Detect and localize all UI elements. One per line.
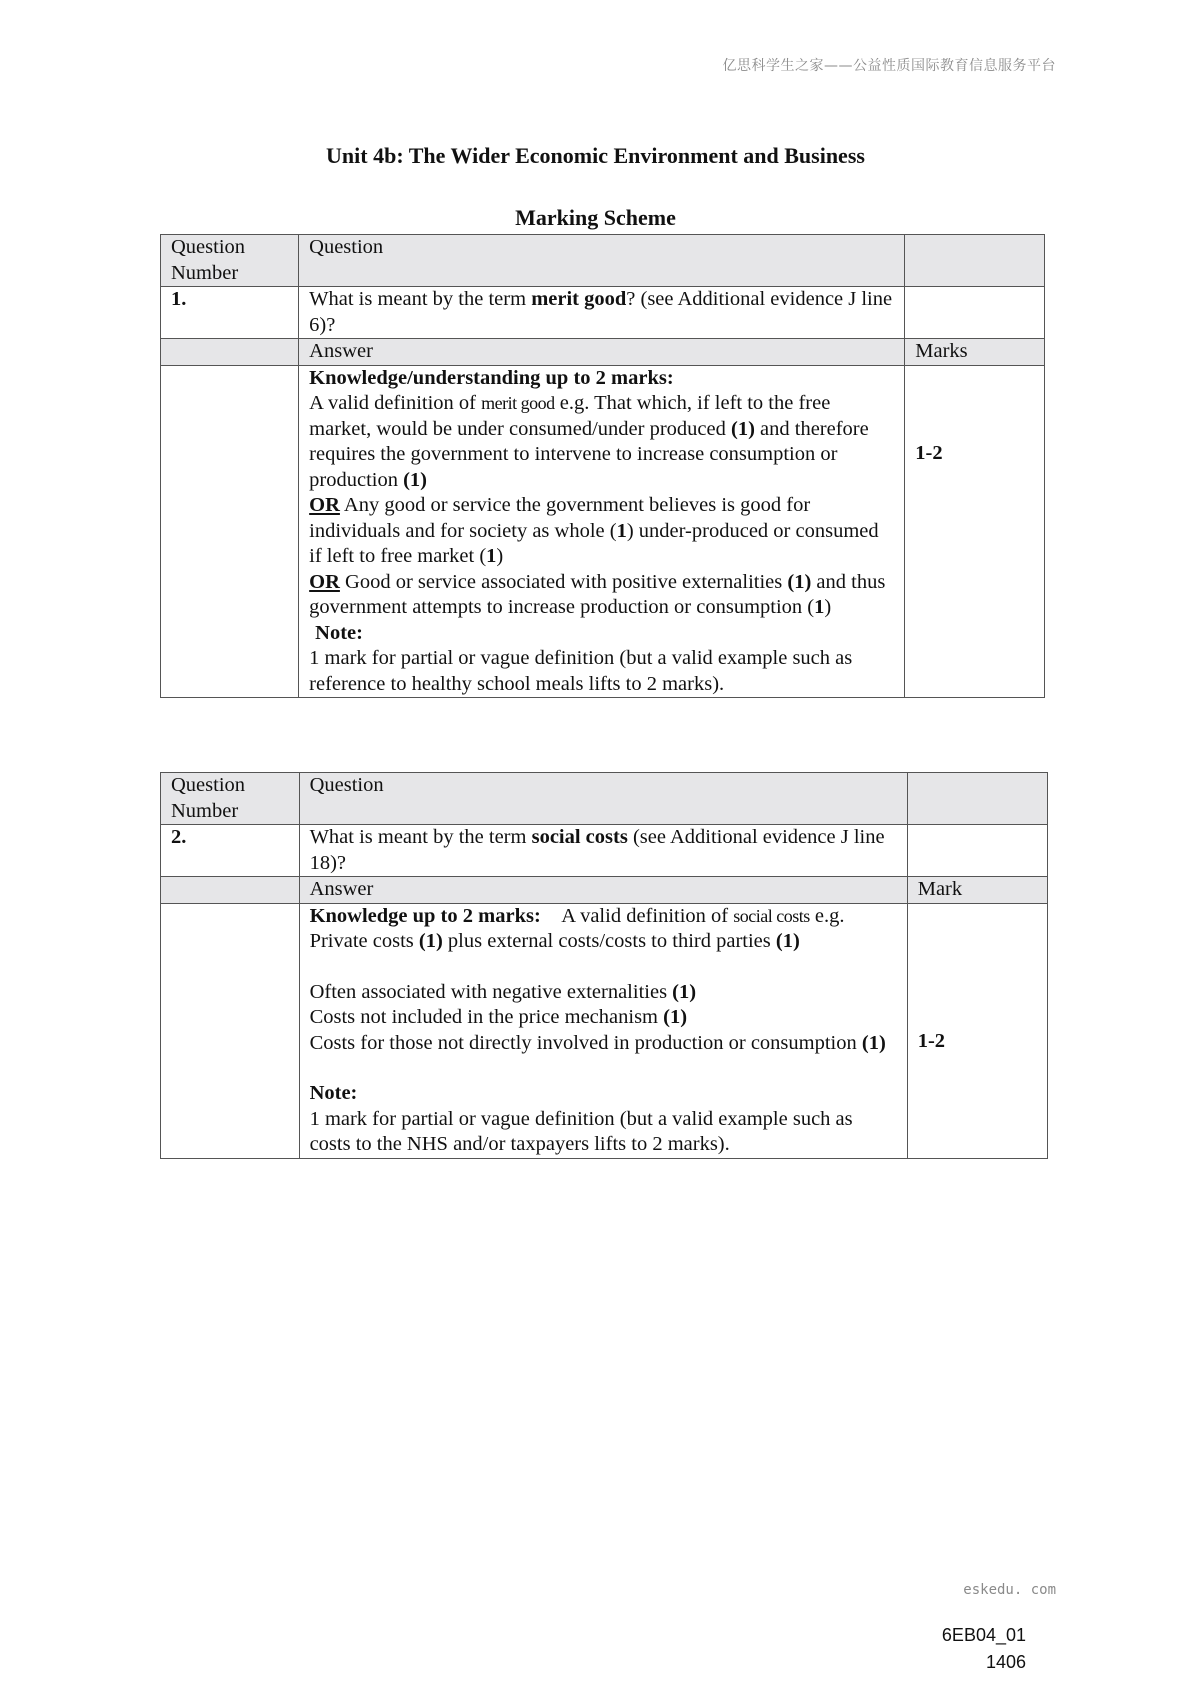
question-2-table [160, 772, 1048, 1159]
answer-content [299, 903, 907, 1158]
question-marks-blank [905, 287, 1045, 339]
answer-row [161, 903, 1048, 1158]
answer-line-4: Costs for those not directly involved in production or consumption (1) [309, 1031, 886, 1054]
spacer [310, 1056, 897, 1081]
note-label: Note: [315, 621, 363, 644]
header-blank [905, 235, 1045, 287]
document-title: Unit 4b: The Wider Economic Environment and Business [326, 143, 865, 168]
answer-label: Answer [299, 877, 907, 904]
marks-label: Marks [905, 339, 1045, 366]
page-number: 1406 [985, 1652, 1026, 1672]
question-row [161, 825, 1048, 877]
document-subtitle: Marking Scheme [515, 205, 676, 230]
header-question-number: Question Number [161, 773, 300, 825]
answer-heading: Knowledge/understanding up to 2 marks: [309, 366, 674, 389]
marks-value: 1-2 [907, 903, 1047, 1158]
question-text [299, 287, 905, 339]
question-text-pre: What is meant by the term [309, 826, 532, 848]
note-text: 1 mark for partial or vague definition (but a valid example such as reference to healthy school meals lifts to 2 marks). [309, 647, 853, 695]
answer-paragraph-3: OR Good or service associated with positive externalities (1) and thus government attempts to increase production or consumption (1) [309, 570, 886, 618]
header-blank [907, 773, 1047, 825]
question-1-table [160, 234, 1045, 698]
question-number: 2. [161, 825, 300, 877]
answer-paragraph-1: A valid definition of merit good e.g. That which, if left to the free market, would be under consumed/under produced (1) and therefore requires the government to intervene to increase consumption or production (1) [309, 392, 869, 491]
note-text: 1 mark for partial or vague definition (but a valid example such as costs to the NHS and/or taxpayers lifts to 2 marks). [309, 1107, 853, 1155]
header-question-number: Question Number [161, 235, 299, 287]
question-term: merit good [531, 288, 627, 310]
watermark-top: 亿思科学生之家——公益性质国际教育信息服务平台 [722, 58, 1056, 74]
marks-value: 1-2 [905, 365, 1045, 698]
header-question: Question [299, 773, 907, 825]
answer-row [161, 365, 1045, 698]
watermark-bottom: eskedu. com [963, 1582, 1056, 1598]
answer-blank [161, 903, 300, 1158]
document-code: 6EB04_01 [941, 1625, 1026, 1645]
answer-header-blank [161, 877, 300, 904]
question-text-post: (see Additional evidence J line 18)? [309, 826, 885, 874]
spacer [310, 955, 897, 980]
question-text-pre: What is meant by the term [309, 288, 532, 310]
answer-content [299, 365, 905, 698]
answer-line-3: Costs not included in the price mechanism (1) [309, 1006, 688, 1028]
answer-line-2: Often associated with negative externalities (1) [309, 980, 697, 1003]
marks-label: Mark [907, 877, 1047, 904]
note-label: Note: [309, 1082, 358, 1104]
answer-header-blank [161, 339, 299, 366]
question-text [299, 825, 907, 877]
answer-line-1: Private costs (1) plus external costs/costs to third parties (1) [309, 930, 800, 952]
answer-label: Answer [299, 339, 905, 366]
table-header-row [161, 773, 1048, 825]
question-number: 1. [161, 287, 299, 339]
table-header-row [161, 235, 1045, 287]
question-marks-blank [907, 825, 1047, 877]
question-row [161, 287, 1045, 339]
question-term: social costs [531, 826, 628, 848]
answer-blank [161, 365, 299, 698]
answer-header-row [161, 339, 1045, 366]
question-text-post: ? (see Additional evidence J line 6)? [309, 288, 893, 336]
answer-paragraph-2: OR Any good or service the government believes is good for individuals and for society as whole (1) under-produced or consumed if left to free market (1) [309, 494, 879, 567]
answer-heading-line: Knowledge up to 2 marks: A valid definition of social costs e.g. [309, 904, 845, 927]
header-question: Question [299, 235, 905, 287]
answer-header-row [161, 877, 1048, 904]
